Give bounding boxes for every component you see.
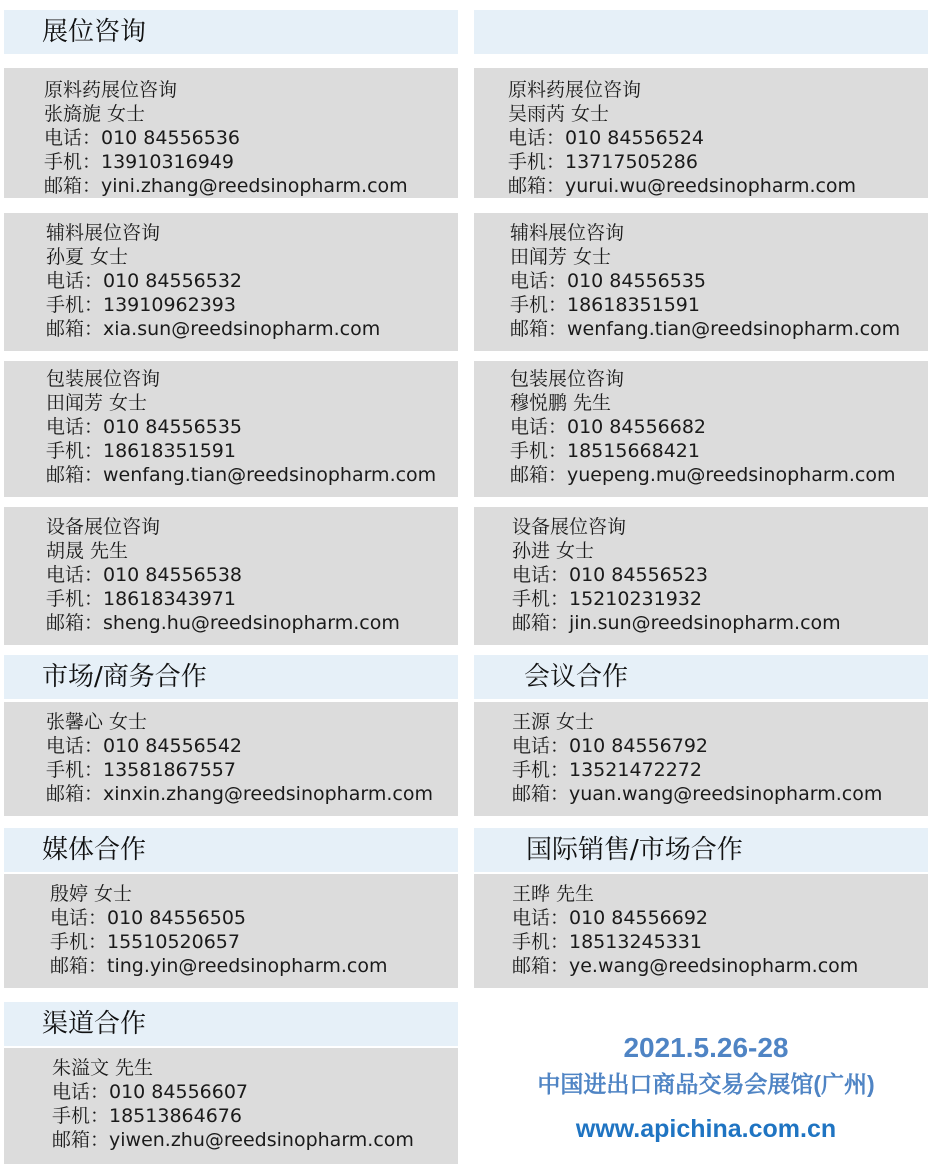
- contact-mobile: 手机：13521472272: [512, 759, 702, 781]
- contact-card-market: [4, 702, 458, 816]
- contact-email: 邮箱：yuepeng.mu@reedsinopharm.com: [510, 464, 896, 486]
- contact-phone: 电话：010 84556524: [508, 127, 705, 149]
- contact-mobile: 手机：18515668421: [510, 440, 700, 462]
- contact-name: 殷婷 女士: [50, 883, 133, 905]
- contact-card-intl: [474, 874, 928, 988]
- contact-mobile: 手机：13910316949: [44, 151, 234, 173]
- contact-email: 邮箱：xinxin.zhang@reedsinopharm.com: [46, 783, 433, 805]
- contact-mobile: 手机：18513864676: [52, 1105, 242, 1127]
- contact-name: 张馨心 女士: [46, 711, 148, 733]
- contact-phone: 电话：010 84556532: [46, 270, 243, 292]
- section-header-channel: [4, 1002, 458, 1046]
- contact-phone: 电话：010 84556542: [46, 735, 243, 757]
- contact-card-booth-left-1: [4, 68, 458, 198]
- contact-card-booth-right-1: [474, 68, 928, 198]
- section-title-booth: 展位咨询: [42, 17, 147, 47]
- contact-mobile: 手机：18618351591: [510, 294, 700, 316]
- contact-card-booth-left-3: [4, 361, 458, 497]
- contact-dept: 包装展位咨询: [510, 368, 625, 390]
- contact-phone: 电话：010 84556792: [512, 735, 709, 757]
- contact-mobile: 手机：13717505286: [508, 151, 698, 173]
- contact-mobile: 手机：13910962393: [46, 294, 236, 316]
- contact-dept: 原料药展位咨询: [508, 79, 642, 101]
- contact-email: 邮箱：yurui.wu@reedsinopharm.com: [508, 175, 857, 197]
- section-header-media: [4, 828, 458, 872]
- contact-dept: 设备展位咨询: [46, 516, 161, 538]
- contact-mobile: 手机：15210231932: [512, 588, 702, 610]
- section-header-booth: [4, 10, 458, 54]
- contact-dept: 原料药展位咨询: [44, 79, 178, 101]
- contact-card-media: [4, 874, 458, 988]
- contact-mobile: 手机：18513245331: [512, 931, 702, 953]
- contact-email: 邮箱：yuan.wang@reedsinopharm.com: [512, 783, 883, 805]
- contact-mobile: 手机：13581867557: [46, 759, 236, 781]
- contact-dept: 设备展位咨询: [512, 516, 627, 538]
- contact-email: 邮箱：yini.zhang@reedsinopharm.com: [44, 175, 408, 197]
- section-title-media: 媒体合作: [42, 835, 147, 865]
- contact-phone: 电话：010 84556505: [50, 907, 247, 929]
- section-header-intl: [474, 828, 928, 872]
- section-header-market: [4, 655, 458, 699]
- contact-name: 田闻芳 女士: [46, 392, 148, 414]
- contact-email: 邮箱：wenfang.tian@reedsinopharm.com: [46, 464, 437, 486]
- contact-email: 邮箱：ting.yin@reedsinopharm.com: [50, 955, 388, 977]
- contact-name: 胡晟 先生: [46, 540, 129, 562]
- event-date: 2021.5.26-28: [623, 1032, 789, 1063]
- contact-card-booth-left-4: [4, 507, 458, 645]
- contact-dept: 包装展位咨询: [46, 368, 161, 390]
- section-header-blank: [474, 10, 928, 54]
- contact-phone: 电话：010 84556607: [52, 1081, 249, 1103]
- contact-email: 邮箱：yiwen.zhu@reedsinopharm.com: [52, 1129, 414, 1151]
- contact-name: 田闻芳 女士: [510, 246, 612, 268]
- section-title-market: 市场/商务合作: [42, 662, 207, 692]
- contact-name: 张旖旎 女士: [44, 103, 146, 125]
- event-venue: 中国进出口商品交易会展馆(广州): [537, 1071, 875, 1097]
- section-header-conference: [474, 655, 928, 699]
- contact-name: 王源 女士: [512, 711, 595, 733]
- contact-phone: 电话：010 84556535: [46, 416, 243, 438]
- contact-name: 朱溢文 先生: [52, 1057, 154, 1079]
- contact-phone: 电话：010 84556523: [512, 564, 709, 586]
- contact-phone: 电话：010 84556538: [46, 564, 243, 586]
- contact-dept: 辅料展位咨询: [46, 222, 161, 244]
- contact-card-channel: [4, 1048, 458, 1164]
- contact-email: 邮箱：sheng.hu@reedsinopharm.com: [46, 612, 400, 634]
- section-title-intl: 国际销售/市场合作: [526, 835, 743, 865]
- contact-card-booth-right-4: [474, 507, 928, 645]
- contact-card-booth-right-3: [474, 361, 928, 497]
- contact-email: 邮箱：wenfang.tian@reedsinopharm.com: [510, 318, 901, 340]
- contact-phone: 电话：010 84556535: [510, 270, 707, 292]
- event-url[interactable]: www.apichina.com.cn: [575, 1115, 837, 1143]
- contact-dept: 辅料展位咨询: [510, 222, 625, 244]
- contact-card-booth-right-2: [474, 213, 928, 351]
- section-title-conference: 会议合作: [524, 662, 629, 692]
- contact-email: 邮箱：jin.sun@reedsinopharm.com: [512, 612, 841, 634]
- contact-phone: 电话：010 84556536: [44, 127, 241, 149]
- contact-card-booth-left-2: [4, 213, 458, 351]
- contact-email: 邮箱：ye.wang@reedsinopharm.com: [512, 955, 859, 977]
- contact-mobile: 手机：15510520657: [50, 931, 240, 953]
- section-title-channel: 渠道合作: [42, 1009, 147, 1039]
- contact-name: 王晔 先生: [512, 883, 595, 905]
- contact-phone: 电话：010 84556692: [512, 907, 709, 929]
- contact-name: 吴雨芮 女士: [508, 103, 610, 125]
- contact-mobile: 手机：18618343971: [46, 588, 236, 610]
- contact-phone: 电话：010 84556682: [510, 416, 707, 438]
- contact-name: 孙进 女士: [512, 540, 595, 562]
- contact-email: 邮箱：xia.sun@reedsinopharm.com: [46, 318, 381, 340]
- contact-name: 孙夏 女士: [46, 246, 129, 268]
- contact-mobile: 手机：18618351591: [46, 440, 236, 462]
- contact-name: 穆悦鹏 先生: [510, 392, 612, 414]
- contact-card-conference: [474, 702, 928, 816]
